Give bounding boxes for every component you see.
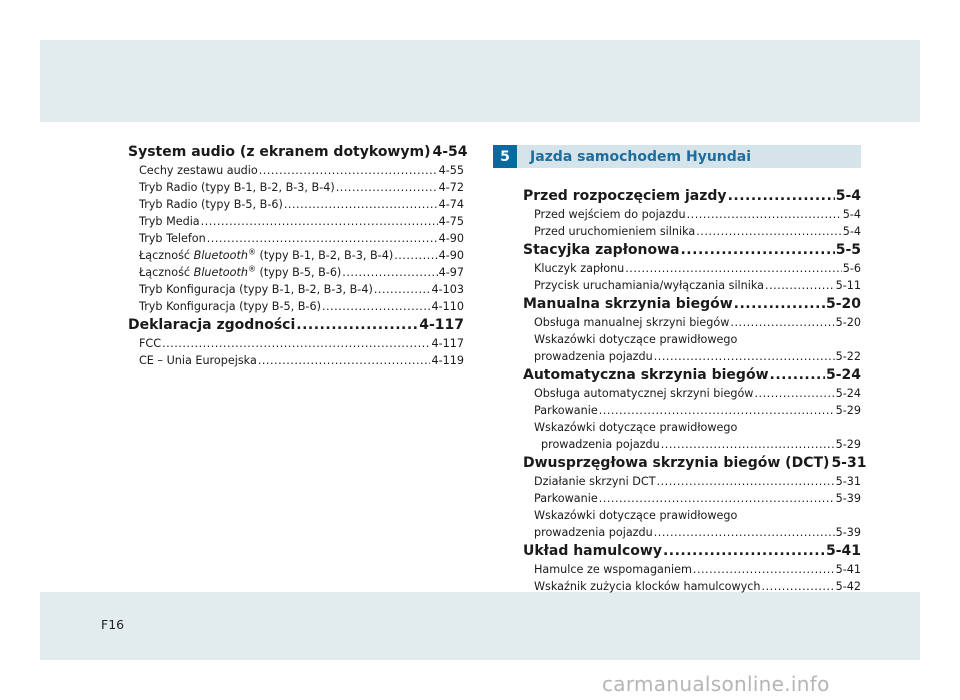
toc-entry <box>523 561 861 578</box>
toc-entry-page: 5-4 <box>835 188 861 204</box>
toc-entry-page: 5-42 <box>835 580 861 593</box>
toc-entry-label: Dwusprzęgłowa skrzynia biegów (DCT) <box>523 455 830 471</box>
toc-entry <box>523 578 861 595</box>
toc-entry <box>523 277 861 294</box>
toc-entry-label: Hamulce ze wspomaganiem <box>534 563 692 576</box>
toc-entry-label: System audio (z ekranem dotykowym) <box>128 144 431 160</box>
toc-section-entry <box>523 453 867 473</box>
toc-entry-suffix: (typy B-5, B-6) <box>255 266 342 279</box>
toc-leader-dots <box>374 281 431 298</box>
toc-leader-dots <box>258 352 431 369</box>
toc-leader-dots <box>201 213 438 230</box>
toc-entry-page: 4-117 <box>431 337 464 350</box>
toc-entry-label <box>139 264 341 281</box>
toc-entry-label: Obsługa manualnej skrzyni biegów <box>534 316 730 329</box>
toc-entry-label: Tryb Konfiguracja (typy B-1, B-2, B-3, B-4) <box>139 283 373 296</box>
toc-entry-label: Obsługa automatycznej skrzyni biegów <box>534 387 754 400</box>
toc-entry-label: Tryb Radio (typy B-1, B-2, B-3, B-4) <box>139 181 335 194</box>
toc-entry-page: 5-39 <box>835 526 861 539</box>
toc-entry <box>128 230 464 247</box>
toc-leader-dots <box>680 240 834 260</box>
toc-section-entry <box>523 240 861 260</box>
toc-entry <box>523 348 861 365</box>
toc-entry <box>523 524 861 541</box>
toc-entry-label: prowadzenia pojazdu <box>534 526 653 539</box>
toc-entry <box>523 490 861 507</box>
toc-entry <box>128 213 464 230</box>
toc-entry-page: 5-31 <box>831 455 867 471</box>
toc-continuation: Wskazówki dotyczące prawidłowego <box>534 421 738 434</box>
toc-leader-dots <box>754 385 834 402</box>
left-toc-column <box>128 142 468 369</box>
toc-leader-dots <box>730 314 834 331</box>
toc-leader-dots <box>657 473 835 490</box>
bottom-band <box>40 592 920 660</box>
toc-entry-prefix: Łączność <box>139 266 194 279</box>
toc-leader-dots <box>693 561 835 578</box>
toc-section-entry <box>128 315 464 335</box>
toc-entry-page: 4-90 <box>438 249 464 262</box>
toc-entry <box>523 385 861 402</box>
toc-entry-page: 5-5 <box>835 242 861 258</box>
page-number: F16 <box>101 617 125 632</box>
toc-entry-label: CE – Unia Europejska <box>139 354 257 367</box>
toc-entry <box>523 436 861 453</box>
toc-leader-dots <box>322 298 431 315</box>
toc-entry-label: Cechy zestawu audio <box>139 164 258 177</box>
chapter-title: Jazda samochodem Hyundai <box>530 148 752 165</box>
toc-entry-page: 4-74 <box>438 198 464 211</box>
toc-leader-dots <box>207 230 438 247</box>
toc-section-entry <box>523 541 861 561</box>
right-toc-column <box>523 186 867 595</box>
toc-leader-dots <box>259 162 438 179</box>
toc-entry-label: Przed rozpoczęciem jazdy <box>523 188 727 204</box>
toc-entry-label: Parkowanie <box>534 404 598 417</box>
toc-entry-label: Przed uruchomieniem silnika <box>534 225 696 238</box>
registered-mark: ® <box>247 247 256 257</box>
toc-entry-label: Tryb Radio (typy B-5, B-6) <box>139 198 283 211</box>
toc-entry-page: 4-119 <box>431 354 464 367</box>
toc-entry <box>128 179 464 196</box>
toc-leader-dots <box>625 260 841 277</box>
toc-section-entry <box>128 142 468 162</box>
toc-entry-page: 5-4 <box>842 225 861 238</box>
toc-leader-dots <box>394 247 437 264</box>
toc-leader-dots <box>599 402 835 419</box>
toc-leader-dots <box>599 490 835 507</box>
toc-entry-page: 4-54 <box>432 144 468 160</box>
toc-entry-page: 5-39 <box>835 492 861 505</box>
toc-entry-label: Działanie skrzyni DCT <box>534 475 656 488</box>
toc-entry-page: 5-6 <box>842 262 861 275</box>
toc-section-entry <box>523 186 861 206</box>
toc-entry <box>128 281 464 298</box>
toc-entry-page: 5-22 <box>835 350 861 363</box>
toc-leader-dots <box>296 315 418 335</box>
toc-entry-page: 5-29 <box>835 404 861 417</box>
toc-leader-dots <box>284 196 438 213</box>
toc-entry-page: 5-31 <box>835 475 861 488</box>
toc-leader-dots <box>696 223 841 240</box>
toc-entry <box>523 314 861 331</box>
top-band <box>40 40 920 122</box>
toc-entry-page: 4-75 <box>438 215 464 228</box>
toc-entry <box>523 402 861 419</box>
toc-entry-label <box>139 247 393 264</box>
toc-entry-page: 5-20 <box>825 296 861 312</box>
toc-leader-dots <box>342 264 437 281</box>
toc-entry <box>523 260 861 277</box>
toc-entry <box>128 352 464 369</box>
toc-leader-dots <box>663 541 825 561</box>
toc-entry-page: 5-4 <box>842 208 861 221</box>
toc-entry-page: 4-97 <box>438 266 464 279</box>
toc-entry-prefix: Łączność <box>139 249 194 262</box>
registered-mark: ® <box>247 264 256 274</box>
watermark: carmanualsonline.info <box>602 672 830 696</box>
toc-entry-label: Układ hamulcowy <box>523 543 662 559</box>
toc-entry-page: 5-24 <box>835 387 861 400</box>
toc-entry-page: 4-90 <box>438 232 464 245</box>
toc-entry <box>128 298 464 315</box>
toc-leader-dots <box>654 348 835 365</box>
toc-entry-label: Parkowanie <box>534 492 598 505</box>
toc-continuation: Wskazówki dotyczące prawidłowego <box>534 509 738 522</box>
toc-entry-page: 5-41 <box>835 563 861 576</box>
toc-leader-dots <box>661 436 835 453</box>
toc-entry-label: Tryb Telefon <box>139 232 206 245</box>
toc-entry-label: Automatyczna skrzynia biegów <box>523 367 769 383</box>
toc-entry <box>523 473 861 490</box>
toc-entry-label: Tryb Konfiguracja (typy B-5, B-6) <box>139 300 321 313</box>
toc-leader-dots <box>765 277 835 294</box>
toc-entry-label: Manualna skrzynia biegów <box>523 296 733 312</box>
toc-section-entry <box>523 294 861 314</box>
toc-entry-label: FCC <box>139 337 162 350</box>
toc-section-entry <box>523 365 861 385</box>
toc-entry-page: 5-24 <box>825 367 861 383</box>
toc-entry-page: 5-20 <box>835 316 861 329</box>
toc-entry-label: Kluczyk zapłonu <box>534 262 625 275</box>
toc-entry <box>128 162 464 179</box>
toc-leader-dots <box>762 578 835 595</box>
toc-entry <box>128 196 464 213</box>
toc-entry-page: 4-103 <box>431 283 464 296</box>
toc-entry-page: 4-55 <box>438 164 464 177</box>
toc-entry-suffix: (typy B-1, B-2, B-3, B-4) <box>255 249 394 262</box>
toc-entry-page: 4-117 <box>419 317 464 333</box>
toc-entry <box>128 247 464 264</box>
toc-continuation: Wskazówki dotyczące prawidłowego <box>534 333 738 346</box>
toc-entry-label: Tryb Media <box>139 215 200 228</box>
toc-entry-label: Deklaracja zgodności <box>128 317 296 333</box>
toc-entry-label: Przed wejściem do pojazdu <box>534 208 686 221</box>
toc-entry-label: prowadzenia pojazdu <box>541 438 660 451</box>
toc-leader-dots <box>728 186 835 206</box>
toc-entry-page: 5-29 <box>835 438 861 451</box>
toc-entry-page: 5-41 <box>825 543 861 559</box>
toc-leader-dots <box>687 206 842 223</box>
toc-entry-label: prowadzenia pojazdu <box>534 350 653 363</box>
toc-entry-italic: Bluetooth <box>193 249 248 262</box>
toc-entry-italic: Bluetooth <box>193 266 248 279</box>
toc-entry-page: 4-72 <box>438 181 464 194</box>
toc-leader-dots <box>336 179 438 196</box>
toc-leader-dots <box>162 335 430 352</box>
toc-entry-page: 5-11 <box>835 279 861 292</box>
chapter-number: 5 <box>493 145 517 168</box>
toc-entry-page: 4-110 <box>431 300 464 313</box>
toc-leader-dots <box>654 524 835 541</box>
chapter-header <box>493 145 861 168</box>
toc-entry-label: Przycisk uruchamiania/wyłączania silnika <box>534 279 765 292</box>
toc-entry <box>523 206 861 223</box>
toc-entry <box>523 223 861 240</box>
toc-leader-dots <box>734 294 825 314</box>
toc-entry-label: Wskaźnik zużycia klocków hamulcowych <box>534 580 761 593</box>
toc-entry <box>128 335 464 352</box>
toc-entry <box>128 264 464 281</box>
toc-leader-dots <box>770 365 825 385</box>
toc-entry-label: Stacyjka zapłonowa <box>523 242 680 258</box>
